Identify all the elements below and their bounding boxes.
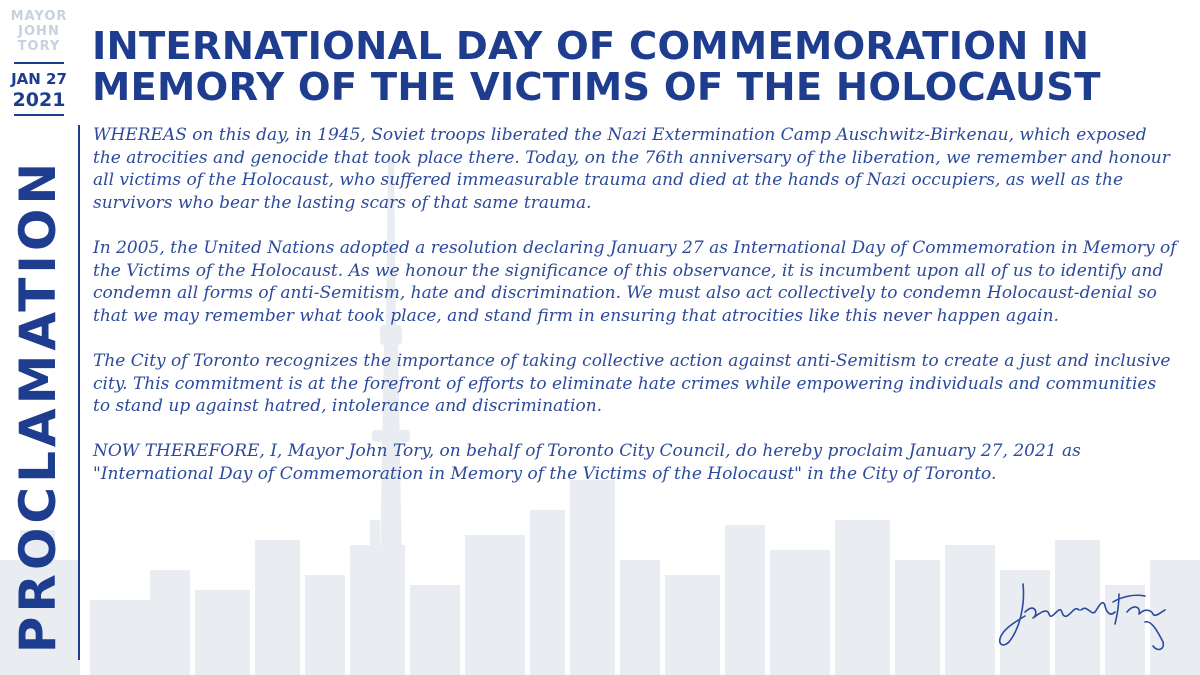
sidebar xyxy=(0,0,78,675)
date-year: 2021 xyxy=(12,89,66,111)
mayor-label: MAYOR xyxy=(10,9,68,24)
sidebar-divider xyxy=(14,114,64,116)
title-line: INTERNATIONAL DAY OF COMMEMORATION IN xyxy=(92,24,1090,69)
page-title xyxy=(92,26,1192,108)
paragraph-whereas: WHEREAS on this day, in 1945, Soviet troops liberated the Nazi Extermination Camp Auschwitz-Birkenau, which exposed the atrocities and genocide that took place there. Today, on the 76th anniversary of the liberation, we remember and honour all victims of the Holocaust, who suffered immeasurable trauma and died at the hands of Nazi occupiers, as well as the survivors who bear the lasting scars of that same trauma. xyxy=(93,125,1170,213)
paragraph-city-commitment: The City of Toronto recognizes the importance of taking collective action against anti-Semitism to create a just and inclusive city. This commitment is at the forefront of efforts to eliminate hate crimes while empowering individuals and communities to stand up against hatred, intolerance and discrimination. xyxy=(93,350,1171,417)
proclamation-body xyxy=(93,124,1178,508)
paragraph-un-resolution: In 2005, the United Nations adopted a resolution declaring January 27 as International Day of Commemoration in Memory of the Victims of the Holocaust. As we honour the significance of this observance, it is incumbent upon all of us to identify and condemn all forms of anti-Semitism, hate and discrimination. We must also act collectively to condemn Holocaust-denial so that we may remember what took place, and stand firm in ensuring that atrocities like this never happen again. xyxy=(93,237,1177,326)
mayor-label: TORY xyxy=(17,39,61,54)
paragraph-now-therefore: NOW THEREFORE, I, Mayor John Tory, on behalf of Toronto City Council, do hereby proclaim January 27, 2021 as "International Day of Commemoration in Memory of the Victims of the Holocaust" in the City of Toronto. xyxy=(93,441,1081,484)
proclamation-vertical-label: PROCLAMATION xyxy=(9,158,67,654)
vertical-rule xyxy=(78,125,80,660)
sidebar-divider xyxy=(14,62,64,64)
title-line: MEMORY OF THE VICTIMS OF THE HOLOCAUST xyxy=(92,65,1101,110)
signature-icon xyxy=(995,572,1180,657)
mayor-label: JOHN xyxy=(18,24,60,39)
date-month-day: JAN 27 xyxy=(11,70,67,88)
